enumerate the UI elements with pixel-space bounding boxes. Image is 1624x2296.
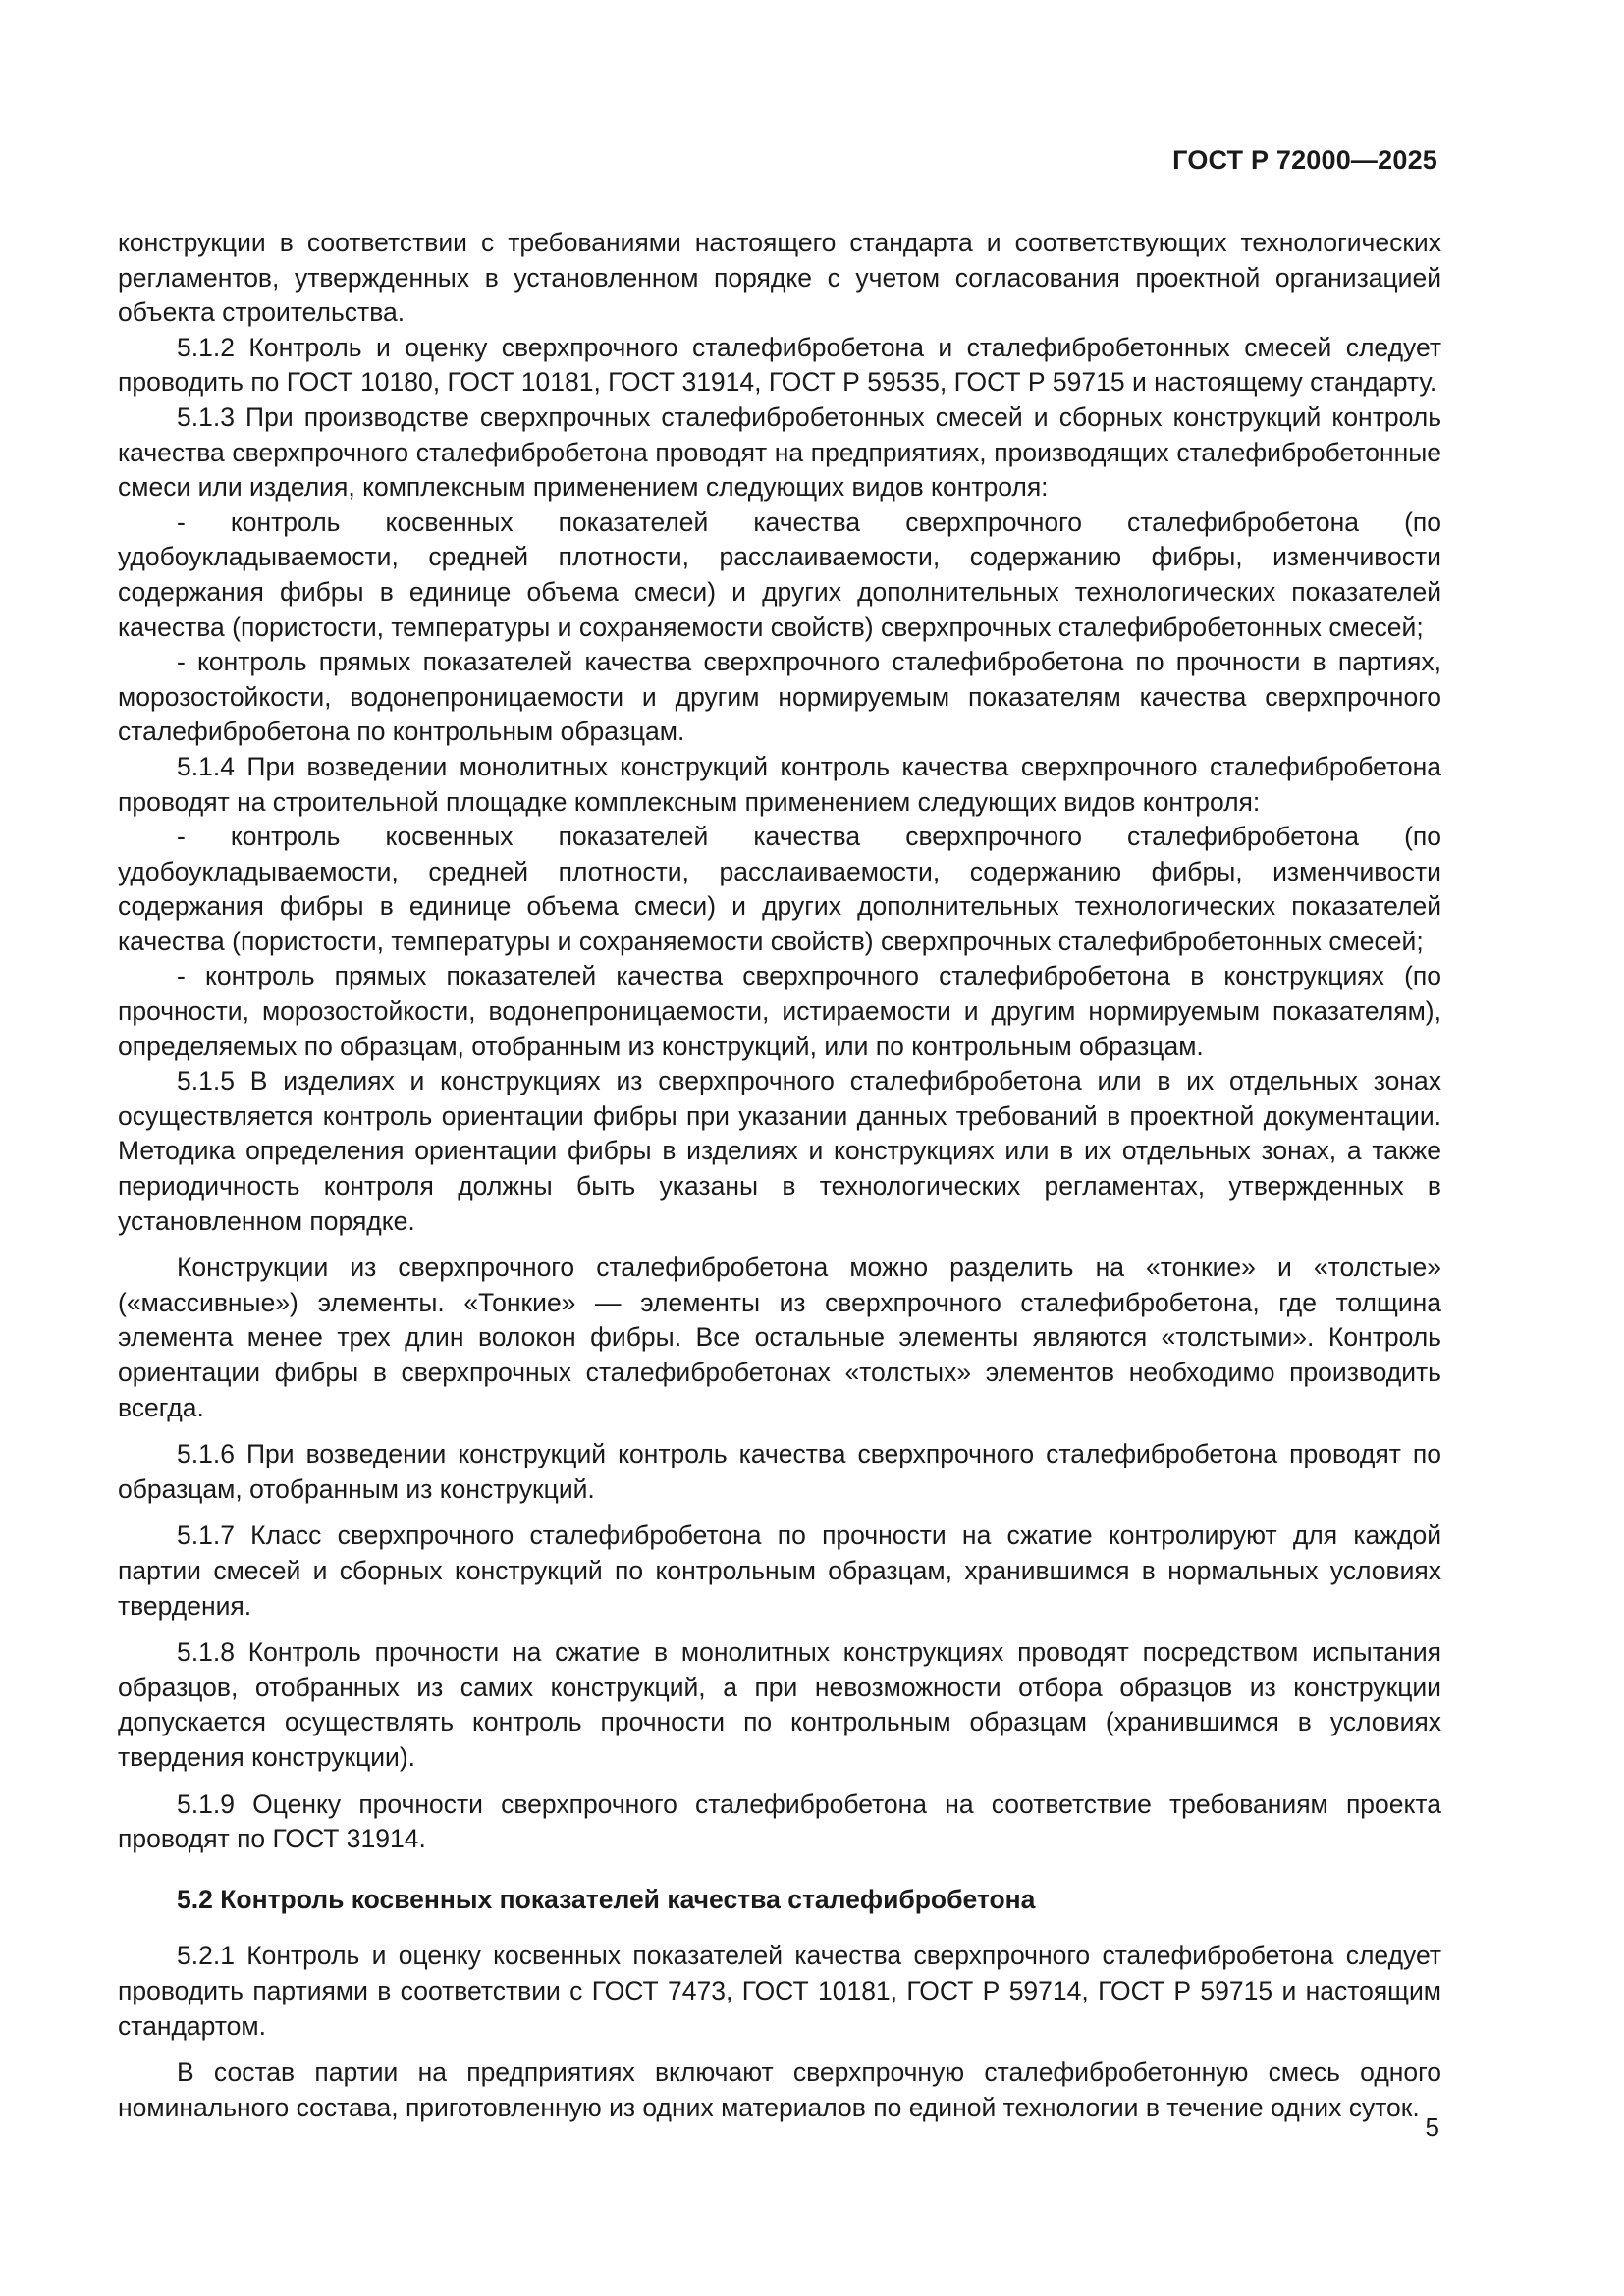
- paragraph-5-1-8: 5.1.8 Контроль прочности на сжатие в монолитных конструкциях проводят посредством испытания образцов, отобранных из самих конструкций, а при невозможности отбора образцов из конструкции допускается осуществлять контроль прочности по контрольным образцам (хранившимся в условиях твердения конструкции).: [118, 1637, 1441, 1772]
- list-item-direct-control-site: - контроль прямых показателей качества сверхпрочного сталефибробетона в конструкциях (по прочности, морозостойкости, водонепроницаемости, истираемости и другим нормируемым показателям), определяемых по образцам, отобранным из конструкций, или по контрольным образцам.: [118, 961, 1441, 1061]
- paragraph-continuation: конструкции в соответствии с требованиями настоящего стандарта и соответствующих технологических регламентов, утвержденных в установленном порядке с учетом согласования проектной организацией объекта строительства.: [118, 228, 1441, 328]
- paragraph-5-1-5: 5.1.5 В изделиях и конструкциях из сверхпрочного сталефибробетона или в их отдельных зонах осуществляется контроль ориентации фибры при указании данных требований в проектной документации. Методика определения ориентации фибры в изделиях и конструкциях или в их отдельных зонах, а также периодичность контроля должны быть указаны в технологических регламентах, утвержденных в установленном порядке.: [118, 1066, 1441, 1236]
- paragraph-5-1-2: 5.1.2 Контроль и оценку сверхпрочного сталефибробетона и сталефибробетонных смесей следует проводить по ГОСТ 10180, ГОСТ 10181, ГОСТ 31914, ГОСТ Р 59535, ГОСТ Р 59715 и настоящему стандарту.: [118, 332, 1441, 398]
- document-body: [118, 226, 1441, 2125]
- paragraph-5-1-9: 5.1.9 Оценку прочности сверхпрочного сталефибробетона на соответствие требованиям проекта проводят по ГОСТ 31914.: [118, 1789, 1441, 1854]
- document-code-header: ГОСТ Р 72000—2025: [1172, 145, 1437, 175]
- paragraph-5-1-7: 5.1.7 Класс сверхпрочного сталефибробетона по прочности на сжатие контролируют для каждой партии смесей и сборных конструкций по контрольным образцам, хранившимся в нормальных условиях твердения.: [118, 1521, 1441, 1621]
- paragraph-5-1-4: 5.1.4 При возведении монолитных конструкций контроль качества сверхпрочного сталефибробетона проводят на строительной площадке комплексным применением следующих видов контроля:: [118, 751, 1441, 817]
- section-heading-5-2: 5.2 Контроль косвенных показателей качества сталефибробетона: [177, 1884, 1036, 1914]
- paragraph-5-2-1: 5.2.1 Контроль и оценку косвенных показателей качества сверхпрочного сталефибробетона следует проводить партиями в соответствии с ГОСТ 7473, ГОСТ 10181, ГОСТ Р 59714, ГОСТ Р 59715 и настоящим стандартом.: [118, 1941, 1441, 2041]
- list-item-direct-control: - контроль прямых показателей качества сверхпрочного сталефибробетона по прочности в партиях, морозостойкости, водонепроницаемости и другим нормируемым показателям качества сверхпрочного сталефибробетона по контрольным образцам.: [118, 647, 1441, 747]
- list-item-indirect-control: - контроль косвенных показателей качества сверхпрочного сталефибробетона (по удобоукладываемости, средней плотности, расслаиваемости, содержанию фибры, изменчивости содержания фибры в единице объема смеси) и других дополнительных технологических показателей качества (пористости, температуры и сохраняемости свойств) сверхпрочных сталефибробетонных смесей;: [118, 507, 1441, 642]
- page-number: 5: [1425, 2112, 1439, 2142]
- paragraph-5-1-6: 5.1.6 При возведении конструкций контроль качества сверхпрочного сталефибробетона проводят по образцам, отобранным из конструкций.: [118, 1439, 1441, 1504]
- paragraph-thin-thick-elements: Конструкции из сверхпрочного сталефибробетона можно разделить на «тонкие» и «толстые» («массивные») элементы. «Тонкие» — элементы из сверхпрочного сталефибробетона, где толщина элемента менее трех длин волокон фибры. Все остальные элементы являются «толстыми». Контроль ориентации фибры в сверхпрочных сталефибробетонах «толстых» элементов необходимо производить всегда.: [118, 1253, 1441, 1422]
- list-item-indirect-control-site: - контроль косвенных показателей качества сверхпрочного сталефибробетона (по удобоукладываемости, средней плотности, расслаиваемости, содержанию фибры, изменчивости содержания фибры в единице объема смеси) и других дополнительных технологических показателей качества (пористости, температуры и сохраняемости свойств) сверхпрочных сталефибробетонных смесей;: [118, 822, 1441, 956]
- paragraph-5-1-3: 5.1.3 При производстве сверхпрочных сталефибробетонных смесей и сборных конструкций контроль качества сверхпрочного сталефибробетона проводят на предприятиях, производящих сталефибробетонные смеси или изделия, комплексным применением следующих видов контроля:: [118, 401, 1441, 503]
- paragraph-batch-composition: В состав партии на предприятиях включают сверхпрочную сталефибробетонную смесь одного номинального состава, приготовленную из одних материалов по единой технологии в течение одних суток.: [118, 2057, 1441, 2122]
